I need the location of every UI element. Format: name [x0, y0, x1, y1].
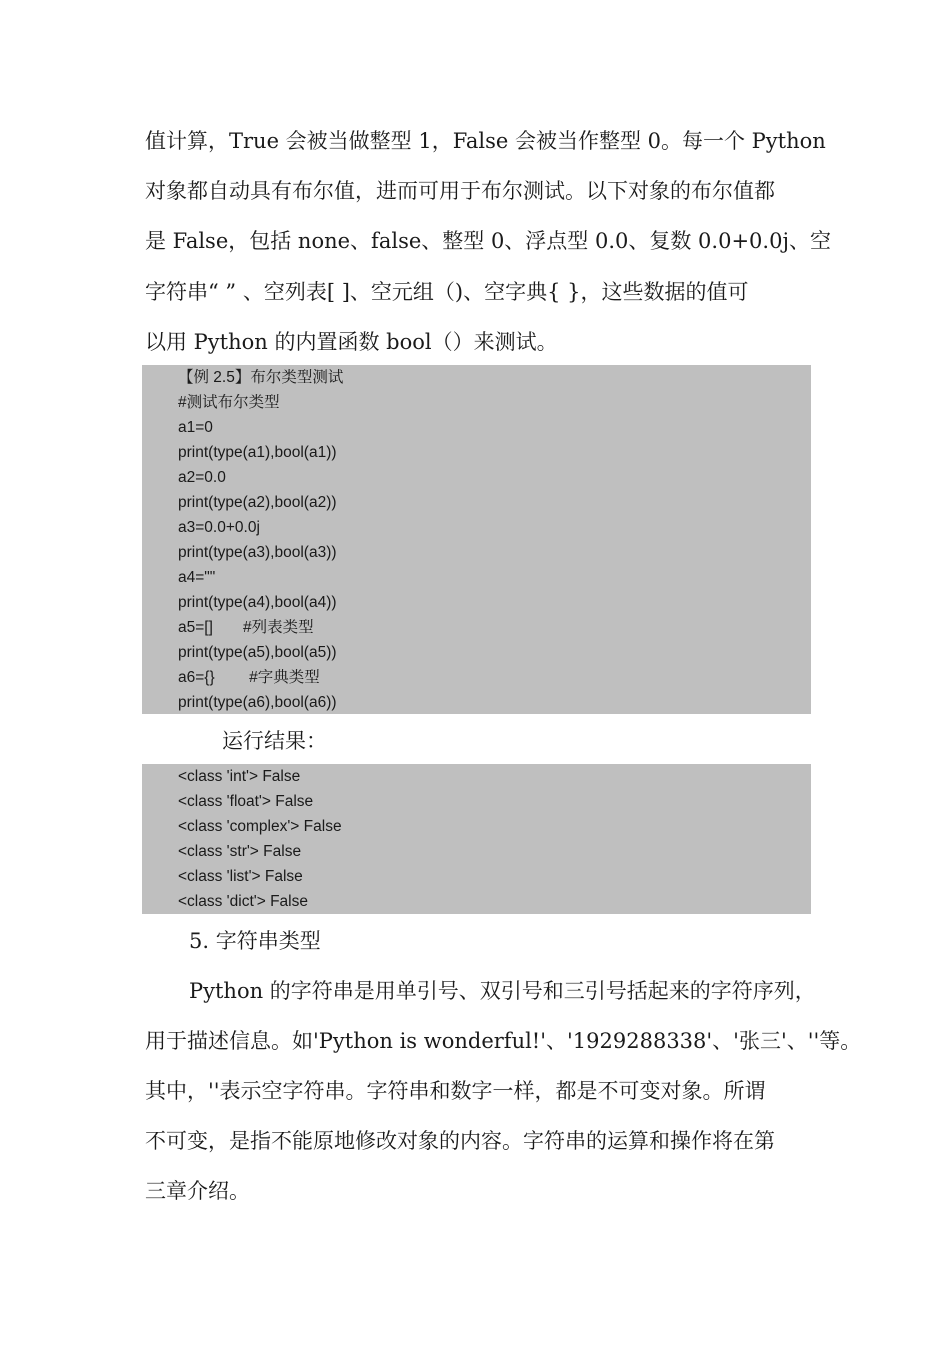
output-block — [142, 764, 811, 914]
code-line: print(type(a6),bool(a6)) — [178, 694, 337, 711]
code-line: a1=0 — [178, 419, 213, 436]
output-line: <class 'dict'> False — [178, 893, 308, 910]
text-line: 字符串“ ” 、空列表[ ]、空元组（)、空字典{ }，这些数据的值可 — [145, 280, 749, 304]
text-line: 不可变，是指不能原地修改对象的内容。字符串的运算和操作将在第 — [145, 1129, 775, 1153]
text-line: 是 False，包括 none、false、整型 0、浮点型 0.0、复数 0.0+0.0j、空 — [145, 229, 831, 253]
output-line: <class 'list'> False — [178, 868, 303, 885]
text-line: 三章介绍。 — [145, 1179, 250, 1203]
text-line: 对象都自动具有布尔值，进而可用于布尔测试。以下对象的布尔值都 — [145, 179, 775, 203]
output-line: <class 'float'> False — [178, 793, 314, 810]
code-line: a2=0.0 — [178, 469, 226, 486]
code-line: print(type(a1),bool(a1)) — [178, 444, 337, 461]
code-line: #测试布尔类型 — [178, 394, 280, 411]
code-line: print(type(a5),bool(a5)) — [178, 644, 337, 661]
code-line: a4="" — [178, 569, 216, 586]
output-line: <class 'int'> False — [178, 768, 301, 785]
output-line: <class 'complex'> False — [178, 818, 342, 835]
code-line: print(type(a4),bool(a4)) — [178, 594, 337, 611]
code-line: a5=[] #列表类型 — [178, 619, 314, 636]
text-line: Python 的字符串是用单引号、双引号和三引号括起来的字符序列， — [189, 979, 816, 1003]
code-line: 【例 2.5】布尔类型测试 — [178, 369, 344, 386]
code-line: print(type(a2),bool(a2)) — [178, 494, 337, 511]
text-line: 用于描述信息。如'Python is wonderful!'、'1929288338'、'张三'、''等。 — [145, 1029, 862, 1053]
code-block-example-2-5 — [142, 365, 811, 714]
result-label: 运行结果： — [222, 729, 327, 753]
code-line: a6={} #字典类型 — [178, 669, 320, 686]
text-line: 以用 Python 的内置函数 bool（）来测试。 — [145, 330, 558, 354]
code-line: a3=0.0+0.0j — [178, 519, 260, 536]
output-line: <class 'str'> False — [178, 843, 302, 860]
text-line: 其中，''表示空字符串。字符串和数字一样，都是不可变对象。所谓 — [145, 1079, 766, 1103]
text-line: 值计算，True 会被当做整型 1，False 会被当作整型 0。每一个 Python — [145, 129, 826, 153]
code-line: print(type(a3),bool(a3)) — [178, 544, 337, 561]
section-heading: 5. 字符串类型 — [189, 929, 321, 953]
